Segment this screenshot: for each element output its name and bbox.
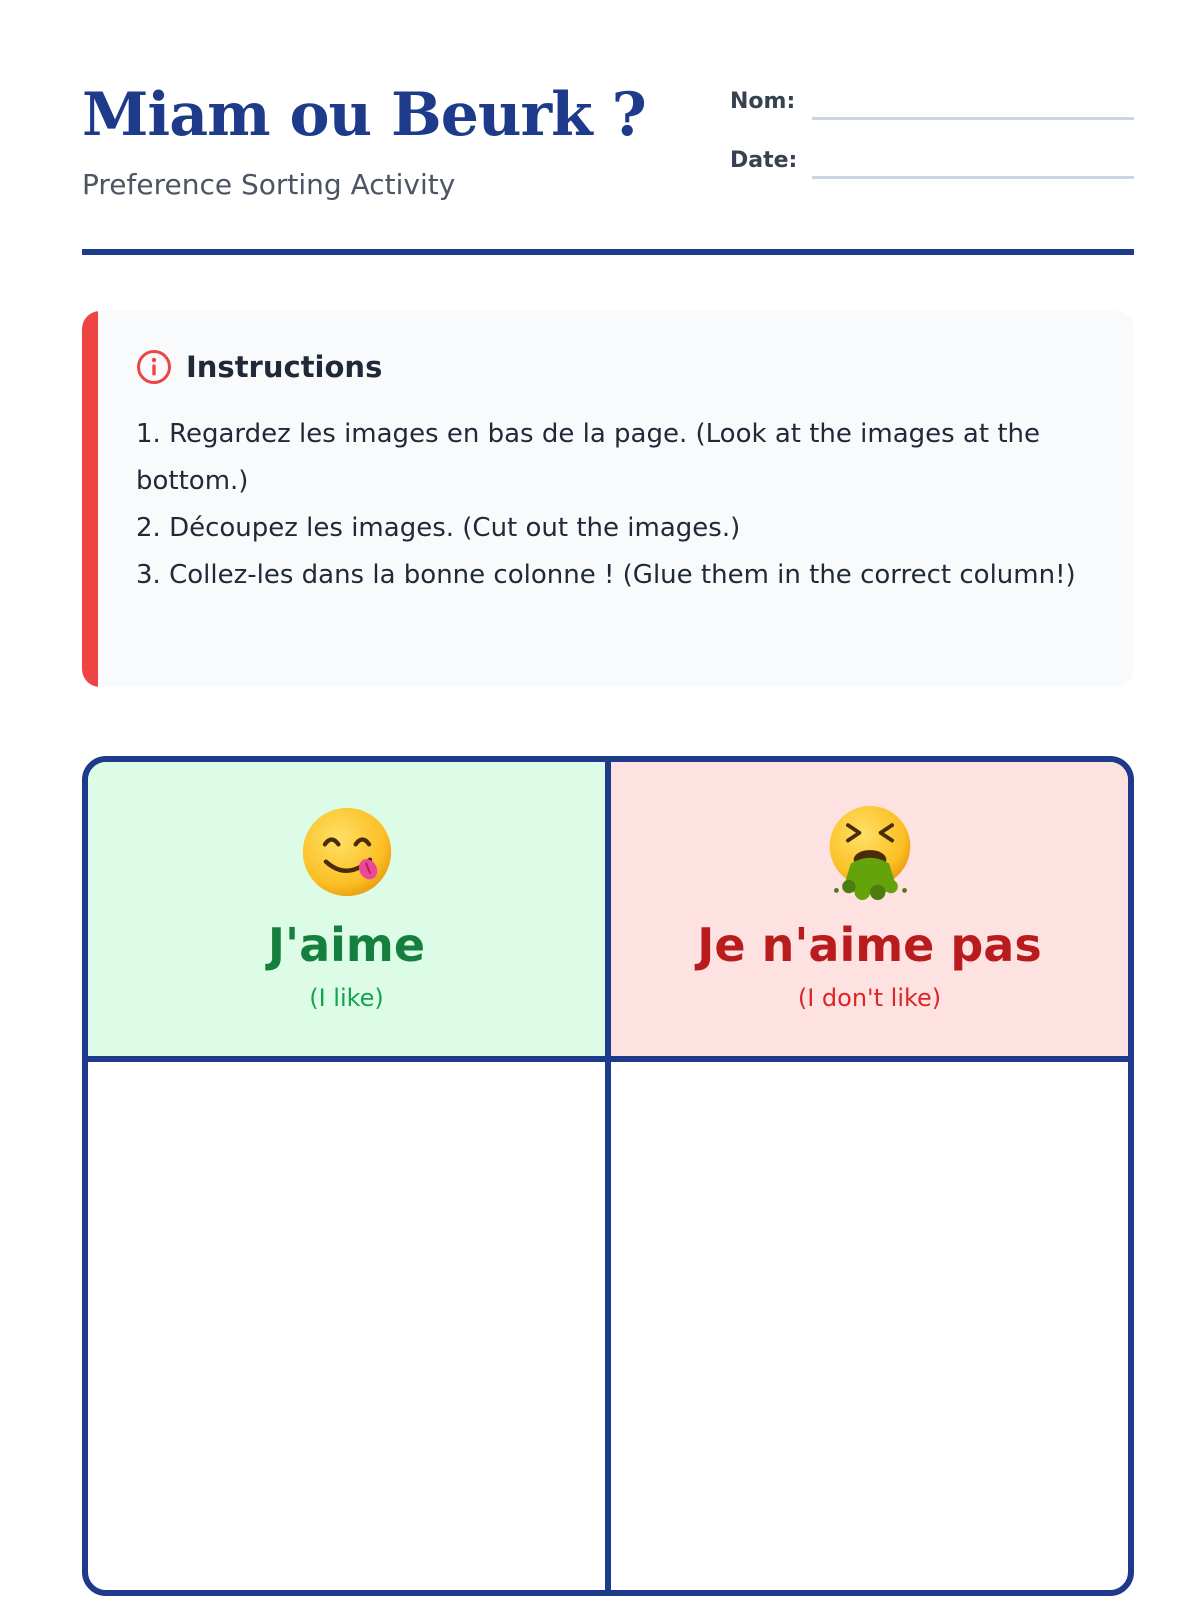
date-label: Date: — [730, 148, 798, 173]
like-column-header — [88, 762, 605, 1056]
info-icon — [136, 349, 172, 385]
instructions-steps — [136, 411, 1096, 599]
instructions-title: Instructions — [186, 350, 383, 384]
page-subtitle: Preference Sorting Activity — [82, 168, 456, 201]
yum-face-icon — [299, 804, 395, 900]
page-title: Miam ou Beurk ? — [82, 80, 646, 150]
date-line[interactable] — [812, 176, 1134, 179]
like-drop-zone[interactable] — [88, 1062, 605, 1590]
instruction-step-2: 2. Découpez les images. (Cut out the images.) — [136, 513, 741, 543]
worksheet-header — [82, 80, 1134, 210]
instruction-step-1: 1. Regardez les images en bas de la page. (Look at the images at the bottom.) — [136, 419, 1040, 496]
dislike-drop-zone[interactable] — [611, 1062, 1128, 1590]
name-line[interactable] — [812, 117, 1134, 120]
vomiting-face-icon — [822, 804, 918, 900]
name-label: Nom: — [730, 89, 796, 114]
name-field[interactable] — [730, 80, 1134, 120]
dislike-column-title: Je n'aime pas — [697, 918, 1042, 972]
instructions-box — [82, 311, 1134, 687]
instruction-step-3: 3. Collez-les dans la bonne colonne ! (Glue them in the correct column!) — [136, 560, 1076, 590]
dislike-column-header — [611, 762, 1128, 1056]
like-column-title: J'aime — [267, 918, 426, 972]
instructions-heading — [136, 347, 382, 387]
header-divider — [82, 249, 1134, 255]
dislike-column-subtitle: (I don't like) — [797, 984, 942, 1012]
header-row-divider — [88, 1056, 1128, 1062]
date-field[interactable] — [730, 139, 1134, 179]
column-divider — [605, 762, 611, 1590]
instructions-accent-bar — [82, 311, 98, 687]
like-column-subtitle: (I like) — [309, 984, 384, 1012]
sorting-grid — [82, 756, 1134, 1596]
